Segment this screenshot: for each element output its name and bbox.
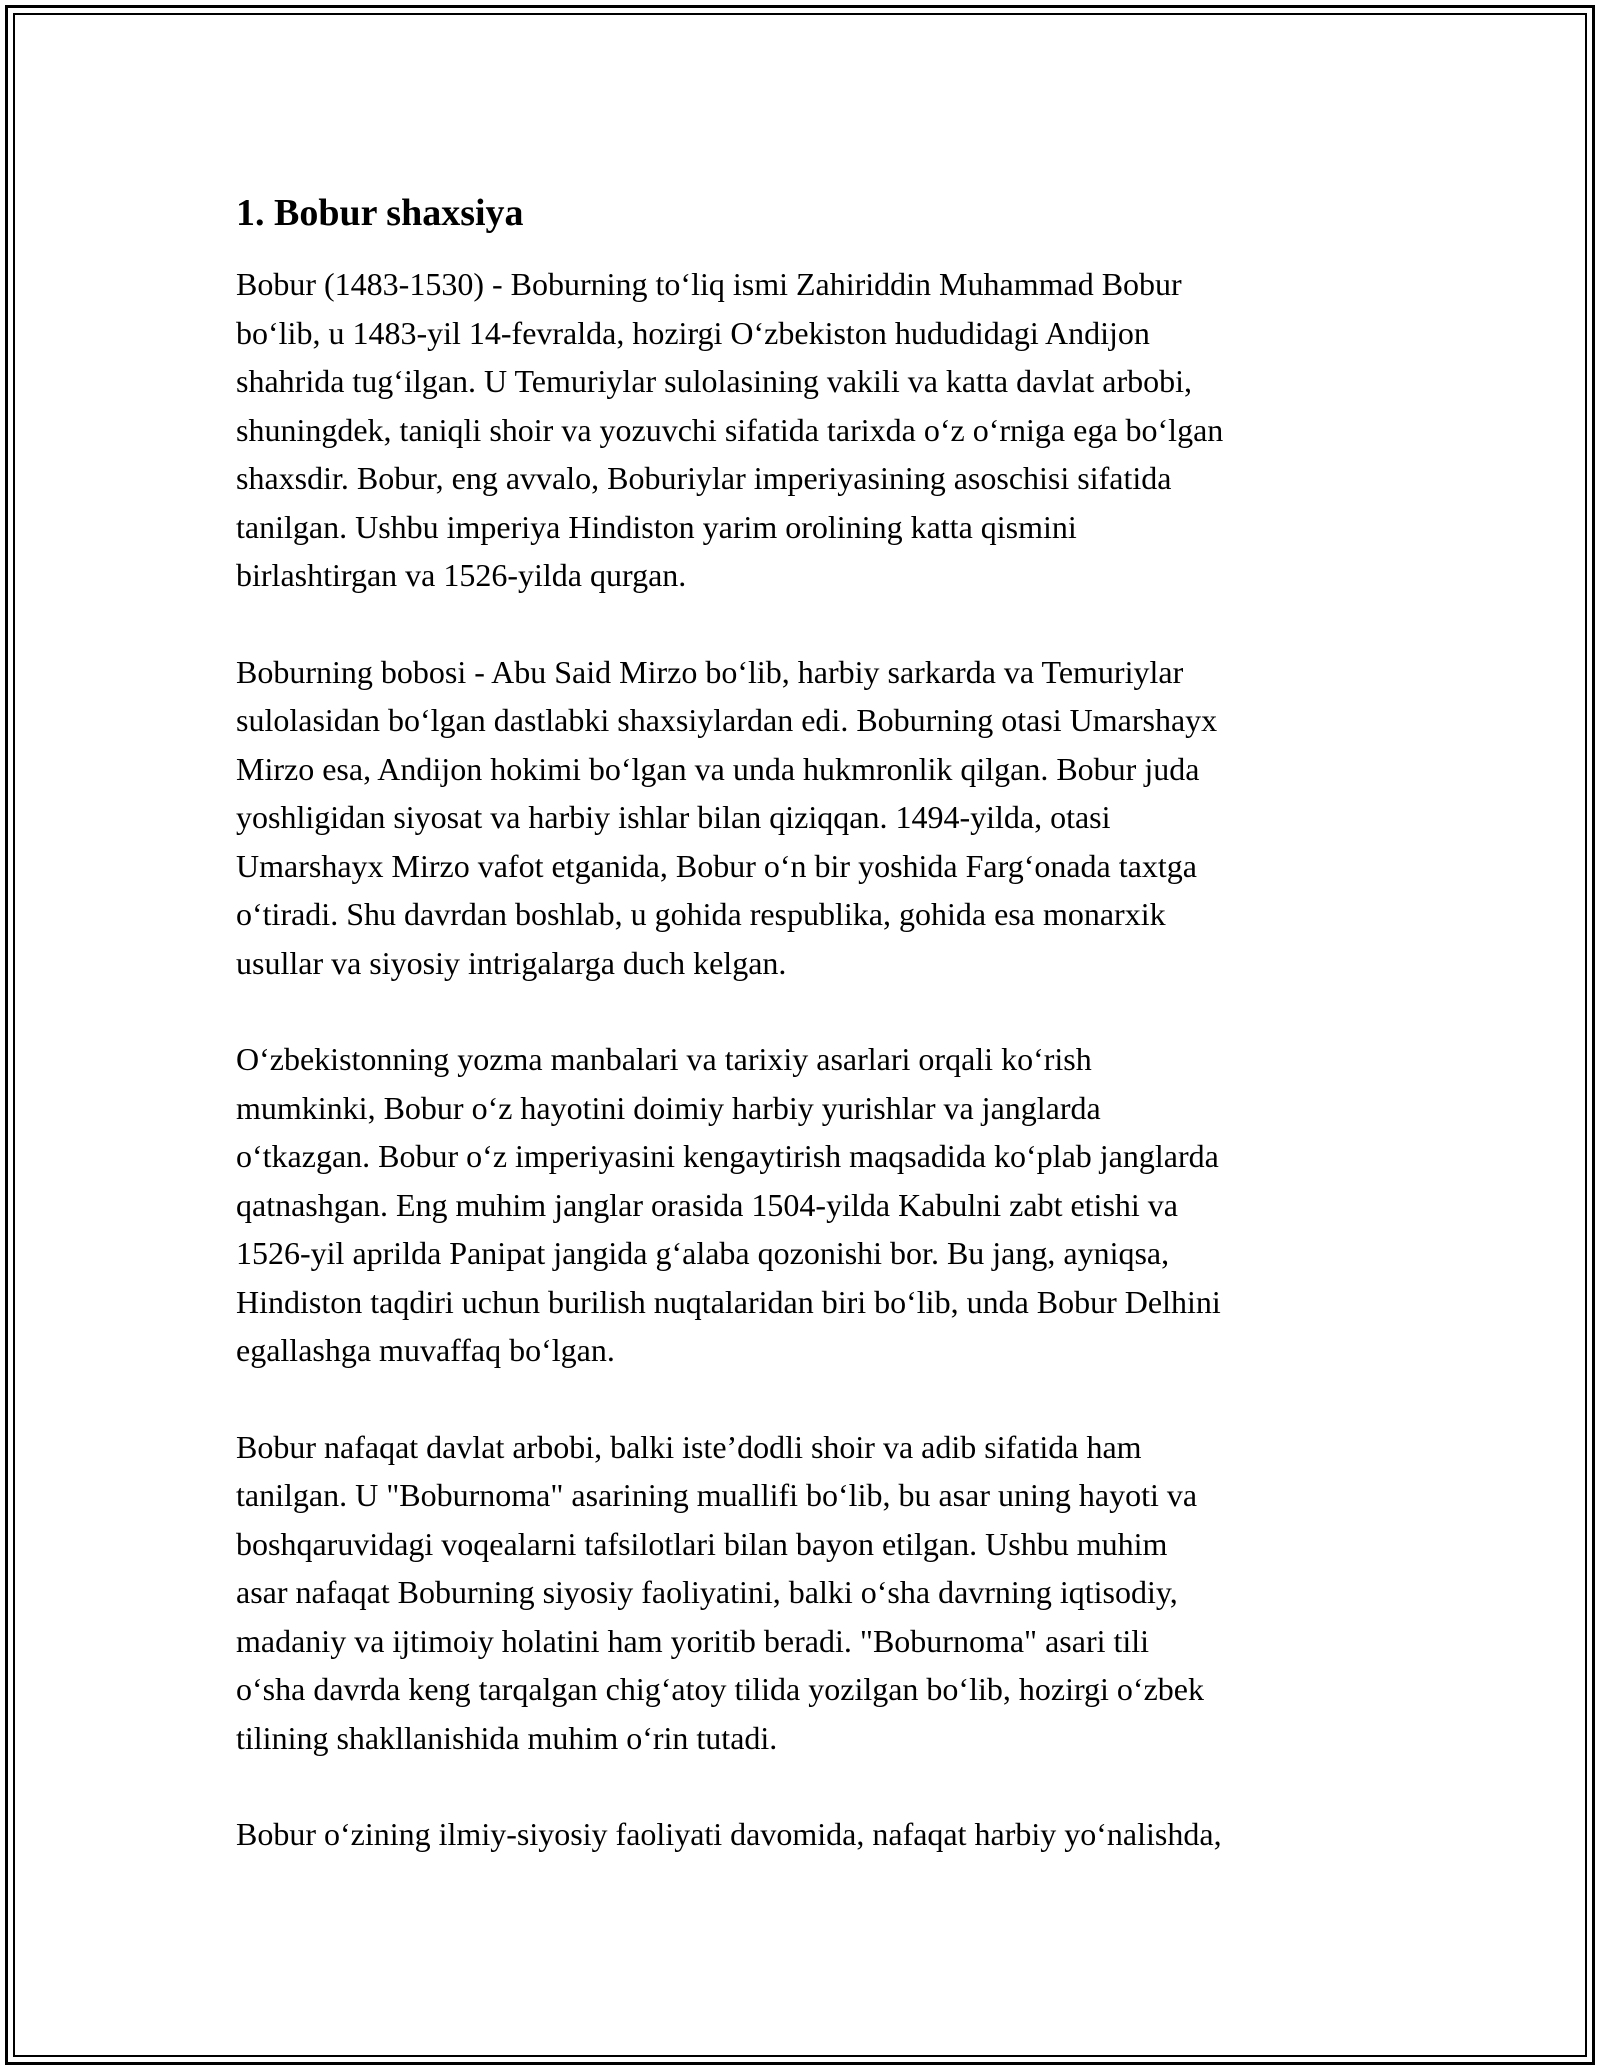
- paragraph-3: O‘zbekistonning yozma manbalari va tarixiy asarlari orqali ko‘rish mumkinki, Bobur o‘z hayotini doimiy harbiy yurishlar va janglarda o‘tkazgan. Bobur o‘z imperiyasini kengaytirish maqsadida ko‘plab janglarda qatnashgan. Eng muhim janglar orasida 1504-yilda Kabulni zabt etishi va 1526-yil aprilda Panipat jangida g‘alaba qozonishi bor. Bu jang, ayniqsa, Hindiston taqdiri uchun burilish nuqtalaridan biri bo‘lib, unda Bobur Delhini egallashga muvaffaq bo‘lgan.: [236, 1041, 1221, 1368]
- paragraph-2: Boburning bobosi - Abu Said Mirzo bo‘lib, harbiy sarkarda va Temuriylar sulolasidan bo‘lgan dastlabki shaxsiylardan edi. Boburning otasi Umarshayx Mirzo esa, Andijon hokimi bo‘lgan va unda hukmronlik qilgan. Bobur juda yoshligidan siyosat va harbiy ishlar bilan qiziqqan. 1494-yilda, otasi Umarshayx Mirzo vafot etganida, Bobur o‘n bir yoshida Farg‘onada taxtga o‘tiradi. Shu davrdan boshlab, u gohida respublika, gohida esa monarxik usullar va siyosiy intrigalarga duch kelgan.: [236, 653, 1218, 981]
- paragraph-list: [236, 260, 1376, 1859]
- document-body: [236, 188, 1376, 1907]
- paragraph-5: Bobur o‘zining ilmiy-siyosiy faoliyati davomida, nafaqat harbiy yo‘nalishda,: [236, 1816, 1222, 1852]
- paragraph-4: Bobur nafaqat davlat arbobi, balki iste’dodli shoir va adib sifatida ham tanilgan. U "Boburnoma" asarining muallifi bo‘lib, bu asar uning hayoti va boshqaruvidagi voqealarni tafsilotlari bilan bayon etilgan. Ushbu muhim asar nafaqat Boburning siyosiy faoliyatini, balki o‘sha davrning iqtisodiy, madaniy va ijtimoiy holatini ham yoritib beradi. "Boburnoma" asari tili o‘sha davrda keng tarqalgan chig‘atoy tilida yozilgan bo‘lib, hozirgi o‘zbek tilining shakllanishida muhim o‘rin tutadi.: [236, 1428, 1204, 1756]
- paragraph-1: Bobur (1483-1530) - Boburning to‘liq ismi Zahiriddin Muhammad Bobur bo‘lib, u 1483-yil 14-fevralda, hozirgi O‘zbekiston hududidagi Andijon shahrida tug‘ilgan. U Temuriylar sulolasining vakili va katta davlat arbobi, shuningdek, taniqli shoir va yozuvchi sifatida tarixda o‘z o‘rniga ega bo‘lgan shaxsdir. Bobur, eng avvalo, Boburiylar imperiyasining asoschisi sifatida tanilgan. Ushbu imperiya Hindiston yarim orolining katta qismini birlashtirgan va 1526-yilda qurgan.: [236, 266, 1224, 593]
- section-heading: 1. Bobur shaxsiya: [236, 192, 524, 234]
